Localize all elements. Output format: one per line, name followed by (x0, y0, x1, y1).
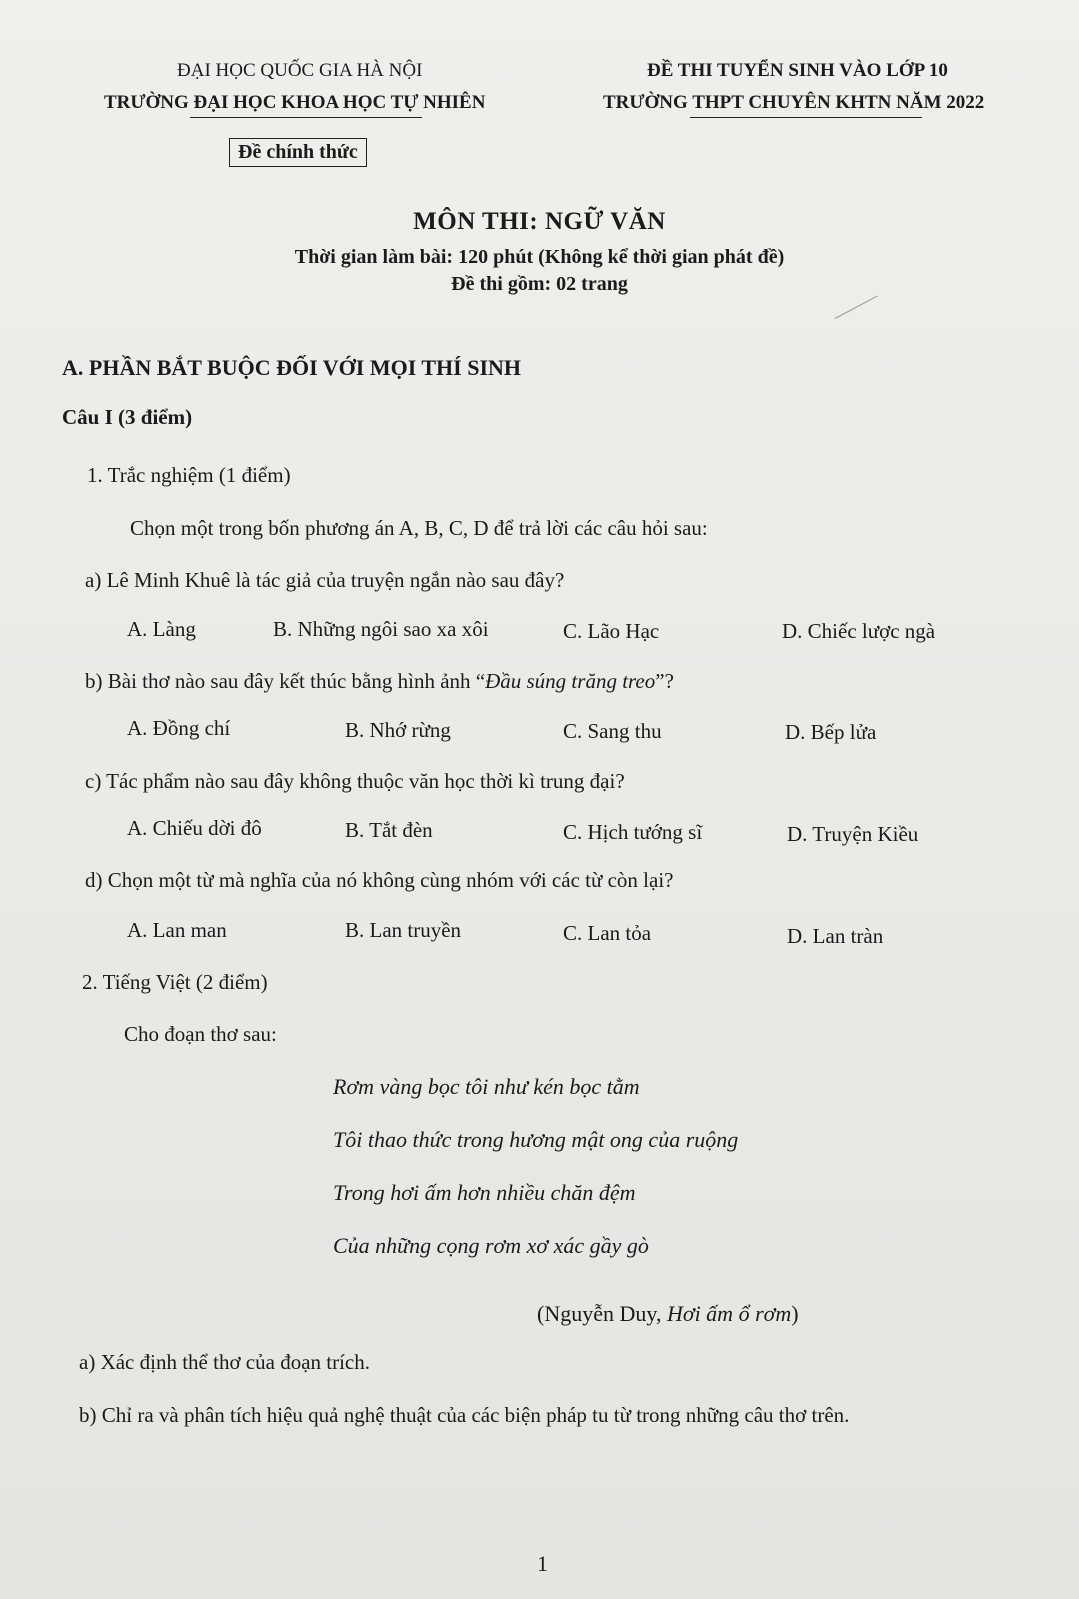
option-a-c: C. Lão Hạc (563, 619, 660, 643)
option-b-a: A. Đồng chí (127, 716, 231, 740)
poem-line-1: Rơm vàng bọc tôi như kén bọc tằm (333, 1074, 640, 1099)
option-a-a: A. Làng (127, 617, 196, 641)
section-a-heading: A. PHẦN BẮT BUỘC ĐỐI VỚI MỌI THÍ SINH (62, 355, 522, 380)
option-d-d: D. Lan tràn (787, 924, 884, 948)
poem-intro: Cho đoạn thơ sau: (124, 1022, 277, 1046)
question-1-heading: Câu I (3 điểm) (62, 405, 193, 429)
option-c-c: C. Hịch tướng sĩ (563, 820, 703, 844)
poem-line-3: Trong hơi ấm hơn nhiều chăn đệm (333, 1180, 636, 1205)
option-a-b: B. Những ngôi sao xa xôi (273, 617, 489, 641)
question-a: a) Lê Minh Khuê là tác giả của truyện ngắn nào sau đây? (85, 568, 565, 592)
poem-source-close: ) (791, 1301, 799, 1326)
school-year: TRƯỜNG THPT CHUYÊN KHTN NĂM 2022 (603, 92, 985, 113)
option-b-d: D. Bếp lửa (785, 720, 877, 744)
poem-line-2: Tôi thao thức trong hương mật ong của ruộng (333, 1127, 739, 1152)
exam-title: ĐỀ THI TUYỂN SINH VÀO LỚP 10 (647, 60, 948, 81)
part-1-heading: 1. Trắc nghiệm (1 điểm) (87, 463, 291, 487)
subject-title: MÔN THI: NGỮ VĂN (413, 208, 666, 235)
option-d-b: B. Lan truyền (345, 918, 462, 942)
question-b (85, 669, 674, 694)
option-d-c: C. Lan tỏa (563, 921, 652, 945)
page-number: 1 (537, 1551, 548, 1576)
poem-line-4: Của những cọng rơm xơ xác gầy gò (333, 1233, 649, 1258)
option-a-d: D. Chiếc lược ngà (782, 619, 936, 643)
option-b-c: C. Sang thu (563, 719, 662, 743)
pencil-mark (835, 296, 878, 319)
question-d: d) Chọn một từ mà nghĩa của nó không cùng nhóm với các từ còn lại? (85, 868, 674, 892)
poem-source-title: Hơi ấm ổ rơm (666, 1301, 792, 1326)
task-a: a) Xác định thể thơ của đoạn trích. (79, 1350, 370, 1374)
time-allowed: Thời gian làm bài: 120 phút (Không kể thời gian phát đề) (294, 246, 785, 268)
question-b-prefix: b) Bài thơ nào sau đây kết thúc bằng hình ảnh “ (85, 669, 486, 693)
option-c-d: D. Truyện Kiều (787, 822, 919, 846)
university-name: ĐẠI HỌC QUỐC GIA HÀ NỘI (177, 60, 423, 81)
right-header-underline (690, 117, 922, 118)
option-c-a: A. Chiếu dời đô (127, 816, 262, 840)
option-b-b: B. Nhớ rừng (345, 718, 451, 742)
question-c: c) Tác phẩm nào sau đây không thuộc văn học thời kì trung đại? (85, 769, 625, 793)
option-c-b: B. Tắt đèn (345, 818, 433, 842)
poem-source (537, 1301, 799, 1327)
faculty-name: TRƯỜNG ĐẠI HỌC KHOA HỌC TỰ NHIÊN (104, 92, 486, 113)
part-2-heading: 2. Tiếng Việt (2 điểm) (82, 970, 268, 994)
question-b-quote: Đầu súng trăng treo (485, 669, 656, 693)
question-b-suffix: ”? (655, 669, 674, 693)
poem-source-author: (Nguyễn Duy, (537, 1301, 667, 1326)
option-d-a: A. Lan man (127, 918, 227, 942)
task-b: b) Chỉ ra và phân tích hiệu quả nghệ thuật của các biện pháp tu từ trong những câu thơ trên. (79, 1403, 850, 1427)
left-header-underline (190, 117, 422, 118)
page-count: Đề thi gồm: 02 trang (451, 273, 628, 295)
part-1-instruction: Chọn một trong bốn phương án A, B, C, D để trả lời các câu hỏi sau: (130, 516, 708, 540)
official-badge: Đề chính thức (229, 138, 367, 167)
